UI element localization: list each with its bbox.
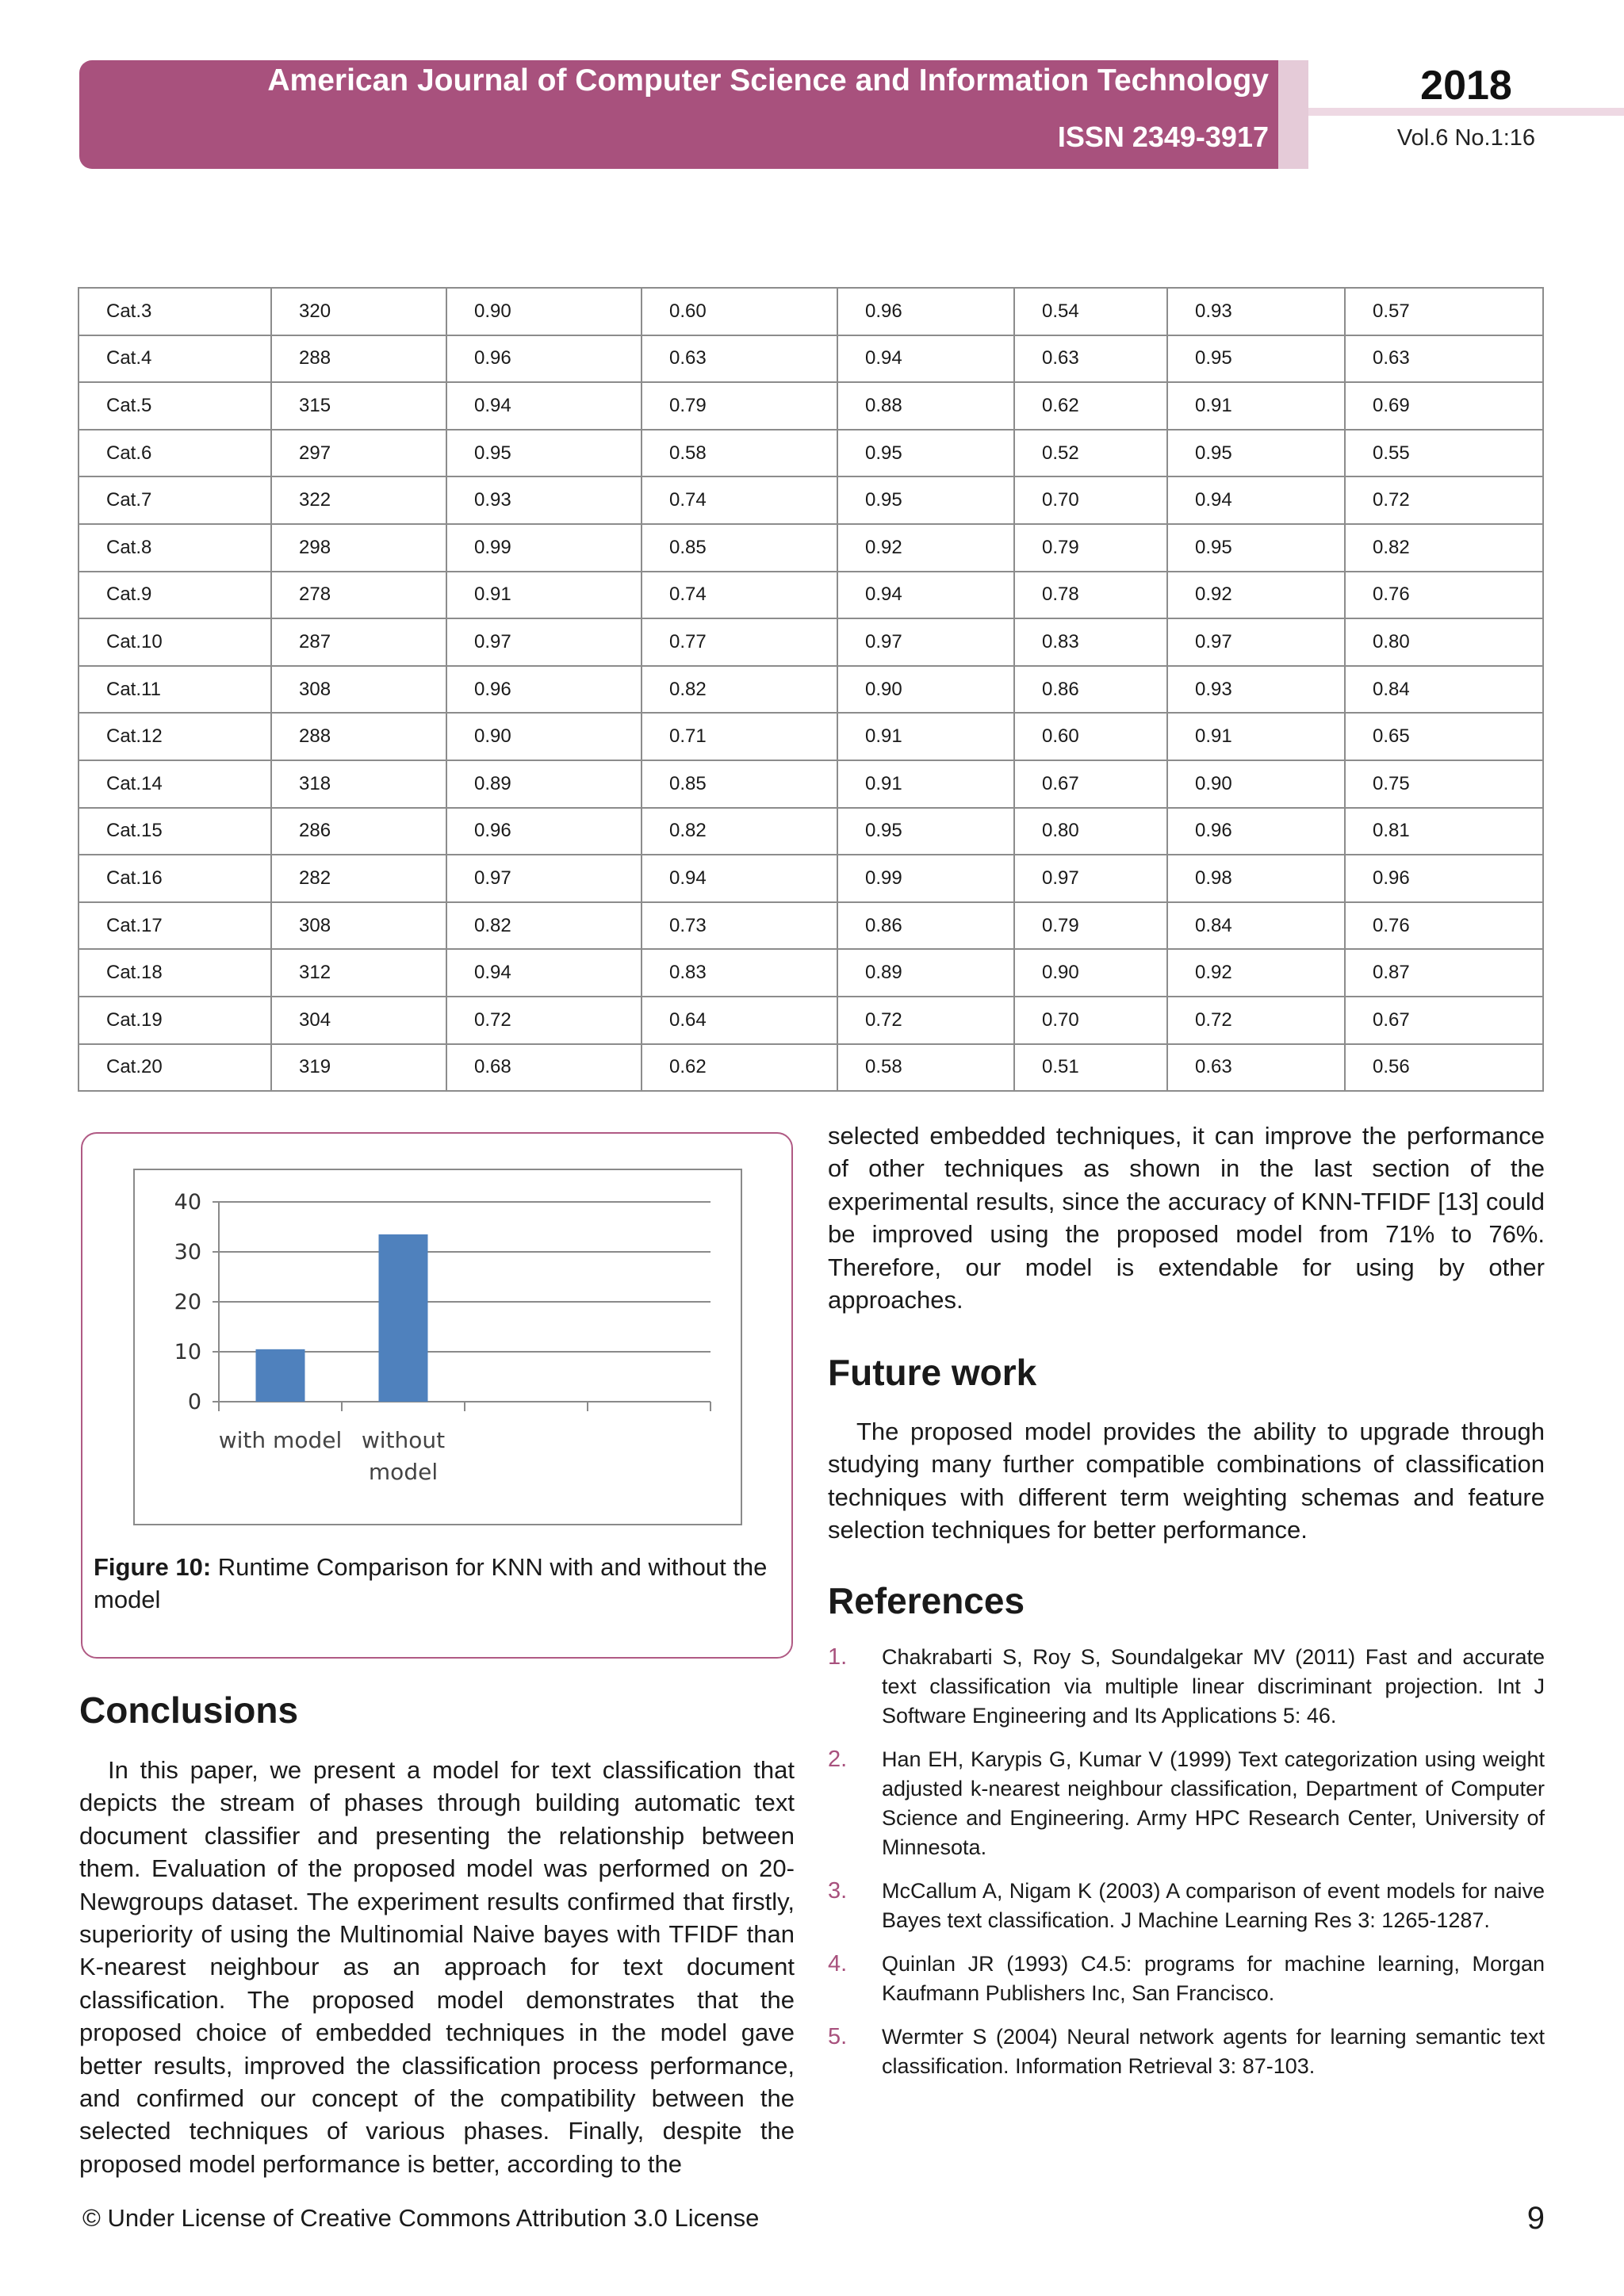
figure-label: Figure 10: [94,1553,212,1581]
chart-frame [133,1169,742,1525]
table-row [79,618,1543,666]
category-cell: Cat.10 [79,618,271,666]
table-cell: 0.75 [1345,760,1543,808]
table-row [79,808,1543,855]
page-number: 9 [1526,2201,1545,2236]
table-cell: 0.98 [1167,855,1345,902]
table-cell: 322 [271,476,446,524]
table-cell: 0.91 [837,760,1014,808]
table-cell: 0.63 [1345,335,1543,383]
table-cell: 0.58 [642,430,837,477]
table-cell: 0.97 [837,618,1014,666]
table-cell: 0.79 [1014,524,1167,572]
table-cell: 0.82 [1345,524,1543,572]
table-cell: 0.91 [446,572,642,619]
table-cell: 0.52 [1014,430,1167,477]
table-cell: 0.82 [642,666,837,714]
table-cell: 0.72 [1167,997,1345,1044]
table-cell: 0.91 [837,713,1014,760]
table-cell: 0.76 [1345,902,1543,950]
reference-number: 2. [828,1747,848,1772]
table-cell: 0.69 [1345,382,1543,430]
table-cell: 278 [271,572,446,619]
table-cell: 0.95 [1167,335,1345,383]
table-cell: 0.87 [1345,949,1543,997]
table-row [79,666,1543,714]
table-cell: 0.83 [642,949,837,997]
table-row [79,382,1543,430]
table-cell: 287 [271,618,446,666]
category-cell: Cat.15 [79,808,271,855]
reference-text: Wermter S (2004) Neural network agents for learning semantic text classification. Information Retrieval 3: 87-103. [882,2025,1545,2078]
table-cell: 0.76 [1345,572,1543,619]
table-cell: 0.77 [642,618,837,666]
table-cell: 0.73 [642,902,837,950]
category-cell: Cat.19 [79,997,271,1044]
category-cell: Cat.20 [79,1044,271,1092]
table-cell: 0.72 [1345,476,1543,524]
reference-item [828,1745,1545,1862]
table-cell: 0.72 [446,997,642,1044]
table-cell: 297 [271,430,446,477]
table-cell: 0.95 [1167,430,1345,477]
references-heading: References [828,1580,1025,1621]
table-row [79,760,1543,808]
y-tick-label: 20 [174,1290,201,1314]
table-row [79,476,1543,524]
table-cell: 0.97 [446,618,642,666]
category-cell: Cat.5 [79,382,271,430]
table-cell: 0.67 [1014,760,1167,808]
header-accent-strip [1278,60,1308,169]
table-cell: 0.95 [1167,524,1345,572]
table-row [79,713,1543,760]
category-cell: Cat.4 [79,335,271,383]
category-cell: Cat.17 [79,902,271,950]
table-cell: 288 [271,713,446,760]
figure-caption [94,1551,783,1616]
table-row [79,949,1543,997]
table-cell: 0.96 [837,288,1014,335]
reference-item [828,1950,1545,2008]
reference-text: Chakrabarti S, Roy S, Soundalgekar MV (2011) Fast and accurate text classification via multiple linear discriminant projection. Int J Software Engineering and Its Applications 5: 46. [882,1645,1545,1728]
category-cell: Cat.14 [79,760,271,808]
table-cell: 0.68 [446,1044,642,1092]
table-cell: 0.94 [1167,476,1345,524]
x-tick-label: model [368,1459,439,1485]
table-cell: 286 [271,808,446,855]
table-cell: 0.70 [1014,997,1167,1044]
table-row [79,572,1543,619]
table-row [79,335,1543,383]
table-cell: 0.99 [446,524,642,572]
table-row [79,1044,1543,1092]
table-cell: 308 [271,666,446,714]
category-cell: Cat.6 [79,430,271,477]
x-tick-label: without [361,1427,446,1453]
category-cell: Cat.11 [79,666,271,714]
table-cell: 0.65 [1345,713,1543,760]
y-tick-label: 40 [174,1190,201,1215]
table-cell: 0.92 [837,524,1014,572]
table-row [79,997,1543,1044]
table-cell: 0.51 [1014,1044,1167,1092]
reference-number: 1. [828,1644,848,1670]
table-cell: 0.81 [1345,808,1543,855]
conclusions-paragraph: In this paper, we present a model for text classification that depicts the stream of phases through building automatic text document classifier and presenting the relationship between them. Evaluation of the proposed model was performed on 20-Newgroups dataset. The experiment results confirmed that firstly, superiority of using the Multinomial Naive bayes with TFIDF than K-nearest neighbour as an approach for text document classification. The proposed model demonstrates that the proposed choice of embedded techniques in the model gave better results, improved the classification process performance, and confirmed our concept of the compatibility between the selected techniques of various phases. Finally, despite the proposed model performance is better, according to the [79,1756,795,2178]
category-cell: Cat.8 [79,524,271,572]
table-cell: 0.79 [1014,902,1167,950]
table-cell: 0.82 [642,808,837,855]
reference-text: Han EH, Karypis G, Kumar V (1999) Text categorization using weight adjusted k-nearest neighbour classification, Department of Computer Science and Engineering. Army HPC Research Center, University of Minnesota. [882,1747,1545,1859]
table-row [79,288,1543,335]
runtime-bar-chart [135,1170,741,1524]
table-cell: 304 [271,997,446,1044]
conclusions-heading: Conclusions [79,1689,299,1731]
table-cell: 0.54 [1014,288,1167,335]
table-cell: 0.96 [1167,808,1345,855]
volume-info: Vol.6 No.1:16 [1396,125,1536,151]
table-cell: 0.96 [446,335,642,383]
category-cell: Cat.7 [79,476,271,524]
table-cell: 0.90 [446,713,642,760]
future-work-paragraph: The proposed model provides the ability to upgrade through studying many further compatible combinations of classification techniques with different term weighting schemas and feature selection techniques for better performance. [828,1418,1545,1544]
table-cell: 0.62 [1014,382,1167,430]
reference-item [828,1877,1545,1935]
table-cell: 0.86 [837,902,1014,950]
publication-year: 2018 [1420,63,1512,109]
table-cell: 0.84 [1167,902,1345,950]
table-cell: 298 [271,524,446,572]
table-cell: 0.80 [1014,808,1167,855]
continued-paragraph: selected embedded techniques, it can improve the performance of other techniques as shown in the last section of the experimental results, since the accuracy of KNN-TFIDF [13] could be improved using the proposed model from 71% to 76%. Therefore, our model is extendable for using by other approaches. [828,1122,1545,1314]
table-cell: 0.97 [1014,855,1167,902]
reference-text: McCallum A, Nigam K (2003) A comparison of event models for naive Bayes text classification. J Machine Learning Res 3: 1265-1287. [882,1879,1545,1932]
x-tick-label: with model [218,1427,343,1453]
table-cell: 308 [271,902,446,950]
table-cell: 319 [271,1044,446,1092]
table-cell: 0.94 [446,382,642,430]
category-cell: Cat.9 [79,572,271,619]
table-cell: 0.94 [446,949,642,997]
reference-number: 3. [828,1878,848,1904]
table-cell: 0.74 [642,572,837,619]
table-cell: 0.78 [1014,572,1167,619]
category-cell: Cat.3 [79,288,271,335]
table-cell: 0.97 [446,855,642,902]
table-cell: 0.92 [1167,949,1345,997]
table-cell: 0.94 [837,572,1014,619]
table-cell: 0.57 [1345,288,1543,335]
table-cell: 0.95 [446,430,642,477]
table-cell: 0.74 [642,476,837,524]
future-work-heading: Future work [828,1352,1037,1393]
reference-item [828,1643,1545,1731]
table-cell: 0.97 [1167,618,1345,666]
table-cell: 0.63 [1167,1044,1345,1092]
table-cell: 0.93 [1167,288,1345,335]
reference-number: 4. [828,1951,848,1976]
table-cell: 0.99 [837,855,1014,902]
table-cell: 0.93 [1167,666,1345,714]
category-cell: Cat.18 [79,949,271,997]
table-cell: 0.94 [837,335,1014,383]
table-cell: 0.95 [837,430,1014,477]
table-cell: 0.96 [446,808,642,855]
table-cell: 0.58 [837,1044,1014,1092]
y-tick-label: 0 [187,1390,201,1414]
table-cell: 318 [271,760,446,808]
bar [256,1349,305,1402]
table-cell: 0.83 [1014,618,1167,666]
table-cell: 0.55 [1345,430,1543,477]
table-row [79,902,1543,950]
category-cell: Cat.16 [79,855,271,902]
table-cell: 320 [271,288,446,335]
table-cell: 0.71 [642,713,837,760]
table-cell: 0.85 [642,524,837,572]
references-list [828,1643,1545,2095]
table-row [79,524,1543,572]
table-cell: 0.88 [837,382,1014,430]
journal-title: American Journal of Computer Science and Information Technology [267,63,1269,98]
bar [379,1234,428,1402]
table-cell: 0.89 [446,760,642,808]
table-row [79,430,1543,477]
table-cell: 0.62 [642,1044,837,1092]
y-tick-label: 10 [174,1340,201,1364]
journal-issn: ISSN 2349-3917 [1057,121,1269,153]
table-cell: 0.70 [1014,476,1167,524]
table-cell: 0.89 [837,949,1014,997]
table-cell: 282 [271,855,446,902]
table-cell: 312 [271,949,446,997]
table-cell: 0.60 [1014,713,1167,760]
table-cell: 0.96 [446,666,642,714]
table-cell: 0.86 [1014,666,1167,714]
table-cell: 0.56 [1345,1044,1543,1092]
table-row [79,855,1543,902]
table-cell: 288 [271,335,446,383]
table-cell: 0.82 [446,902,642,950]
table-cell: 0.72 [837,997,1014,1044]
table-cell: 0.63 [1014,335,1167,383]
table-cell: 0.95 [837,808,1014,855]
table-cell: 0.94 [642,855,837,902]
reference-text: Quinlan JR (1993) C4.5: programs for machine learning, Morgan Kaufmann Publishers Inc, San Francisco. [882,1952,1545,2005]
table-cell: 0.64 [642,997,837,1044]
table-cell: 0.90 [837,666,1014,714]
table-cell: 0.91 [1167,382,1345,430]
table-cell: 0.92 [1167,572,1345,619]
license-footer: © Under License of Creative Commons Attribution 3.0 License [82,2204,760,2232]
table-cell: 0.90 [446,288,642,335]
table-cell: 0.90 [1014,949,1167,997]
table-cell: 0.90 [1167,760,1345,808]
table-cell: 0.79 [642,382,837,430]
category-cell: Cat.12 [79,713,271,760]
table-cell: 0.85 [642,760,837,808]
reference-number: 5. [828,2024,848,2049]
table-cell: 0.84 [1345,666,1543,714]
table-cell: 0.67 [1345,997,1543,1044]
results-table [78,287,1544,1092]
table-cell: 0.60 [642,288,837,335]
table-cell: 0.93 [446,476,642,524]
table-cell: 0.96 [1345,855,1543,902]
table-cell: 0.63 [642,335,837,383]
table-cell: 0.95 [837,476,1014,524]
figure-caption-text: Runtime Comparison for KNN with and without the model [94,1553,768,1613]
table-cell: 315 [271,382,446,430]
y-tick-label: 30 [174,1240,201,1265]
table-cell: 0.80 [1345,618,1543,666]
table-cell: 0.91 [1167,713,1345,760]
reference-item [828,2022,1545,2081]
